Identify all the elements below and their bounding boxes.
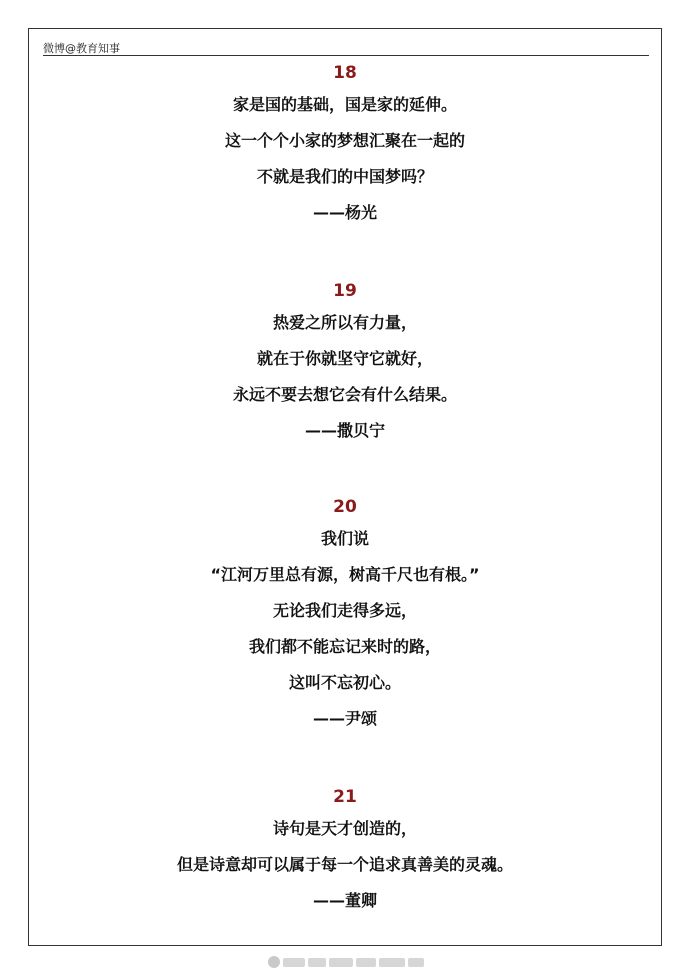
quote-line: 家是国的基础，国是家的延伸。 (232, 95, 457, 114)
quote-number: 20 (333, 497, 357, 517)
page-header (43, 37, 649, 56)
quote-author: ——撒贝宁 (304, 421, 385, 440)
quote-number: 18 (333, 63, 357, 83)
quote-line: 这叫不忘初心。 (288, 673, 401, 692)
quote-line: 就在于你就坚守它就好， (256, 349, 433, 368)
quote-block-19 (29, 281, 661, 441)
quote-line: 热爱之所以有力量， (272, 313, 417, 332)
quote-number: 19 (333, 281, 357, 301)
quote-line: 诗句是天才创造的， (272, 819, 417, 838)
page-frame (28, 28, 662, 946)
blurred-watermark (268, 956, 424, 968)
watermark-logo-icon (268, 956, 280, 968)
quote-line: 永远不要去想它会有什么结果。 (232, 385, 457, 404)
quote-author: ——尹颂 (312, 709, 377, 728)
quote-line: 我们都不能忘记来时的路， (248, 637, 441, 656)
quote-line: 我们说 (320, 529, 369, 548)
quote-line: “江河万里总有源，树高千尺也有根。” (210, 565, 480, 584)
quote-author: ——杨光 (312, 203, 377, 222)
quote-line: 但是诗意却可以属于每一个追求真善美的灵魂。 (176, 855, 513, 874)
quote-number: 21 (333, 787, 357, 807)
quote-line: 不就是我们的中国梦吗？ (256, 167, 433, 186)
quote-author: ——董卿 (312, 891, 377, 910)
source-label: 微博@教育知事 (43, 42, 120, 55)
quote-line: 无论我们走得多远， (272, 601, 417, 620)
quote-block-18 (29, 63, 661, 223)
quote-block-20 (29, 497, 661, 729)
quote-block-21 (29, 787, 661, 911)
quote-line: 这一个个小家的梦想汇聚在一起的 (224, 131, 465, 150)
